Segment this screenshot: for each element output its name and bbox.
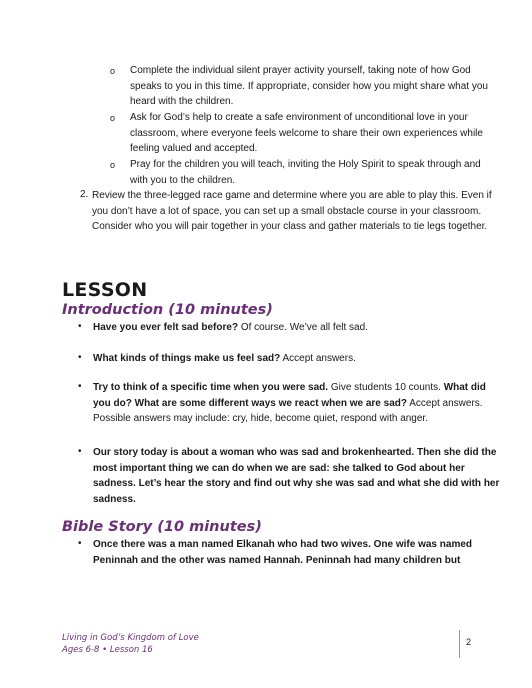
- lesson-title: LESSON: [62, 279, 148, 301]
- intro-item-3: [93, 380, 503, 427]
- bible-story-item-1: [93, 537, 503, 568]
- bible-story-heading: Bible Story (10 minutes): [62, 519, 262, 535]
- footer-divider: [459, 630, 460, 658]
- intro-item-3-bold2: What did you do? What are some different ways we react when we are sad?: [93, 382, 486, 409]
- intro-item-2-rest: Accept answers.: [280, 353, 356, 364]
- bullet-icon: •: [78, 321, 82, 332]
- numbered-item-label: 2.: [80, 189, 89, 200]
- bible-story-item-1-bold: Once there was a man named Elkanah who had two wives. One wife was named Peninnah and the other was named Hannah. Peninnah had many children but: [93, 539, 473, 566]
- bullet-icon: •: [78, 446, 82, 457]
- prep-sub-item-3: Pray for the children you will teach, inviting the Holy Spirit to speak through and with you to the children.: [130, 159, 481, 186]
- intro-item-1-rest: Of course. We’ve all felt sad.: [238, 322, 368, 333]
- bullet-icon: •: [78, 538, 82, 549]
- intro-item-3-rest2: Accept answers. Possible answers may include: cry, hide, become quiet, respond with anger.: [93, 397, 483, 424]
- intro-item-2: [93, 351, 503, 367]
- page-number: 2: [466, 637, 472, 647]
- intro-item-4: [93, 445, 503, 507]
- intro-item-4-bold: Our story today is about a woman who was sad and brokenhearted. Then she did the most important thing we can do when we are sad: she talked to God about her sadness. Let’s hear the story and find out why she was sad and what she did with her sadness.: [93, 447, 500, 505]
- footer-subtitle: Ages 6-8 • Lesson 16: [62, 645, 153, 655]
- bullet-icon: •: [78, 352, 82, 363]
- intro-item-2-bold: What kinds of things make us feel sad?: [93, 353, 281, 364]
- intro-item-3-bold: Try to think of a specific time when you were sad.: [93, 382, 329, 393]
- bullet-icon: •: [78, 381, 82, 392]
- intro-item-3-rest: Give students 10 counts.: [328, 382, 444, 393]
- prep-numbered-item-2: Review the three-legged race game and determine where you are able to play this. Even if you don’t have a lot of space, you can set up a small obstacle course in your classroom. Consider who you will pair together in your class and gather materials to tie legs together.: [92, 190, 492, 232]
- sub-item-marker: o: [110, 66, 116, 76]
- prep-sub-item-1: Complete the individual silent prayer activity yourself, taking note of how God speaks to you in this time. If appropriate, consider how you might share what you heard with the children.: [130, 65, 488, 107]
- intro-item-1-bold: Have you ever felt sad before?: [93, 322, 239, 333]
- footer-title: Living in God’s Kingdom of Love: [62, 633, 199, 643]
- sub-item-marker: o: [110, 113, 116, 123]
- prep-sub-item-2: Ask for God’s help to create a safe environment of unconditional love in your classroom, where everyone feels welcome to share their own experiences while feeling valued and accepted.: [130, 112, 483, 154]
- sub-item-marker: o: [110, 160, 116, 170]
- intro-item-1: [93, 320, 503, 336]
- intro-heading: Introduction (10 minutes): [62, 302, 273, 318]
